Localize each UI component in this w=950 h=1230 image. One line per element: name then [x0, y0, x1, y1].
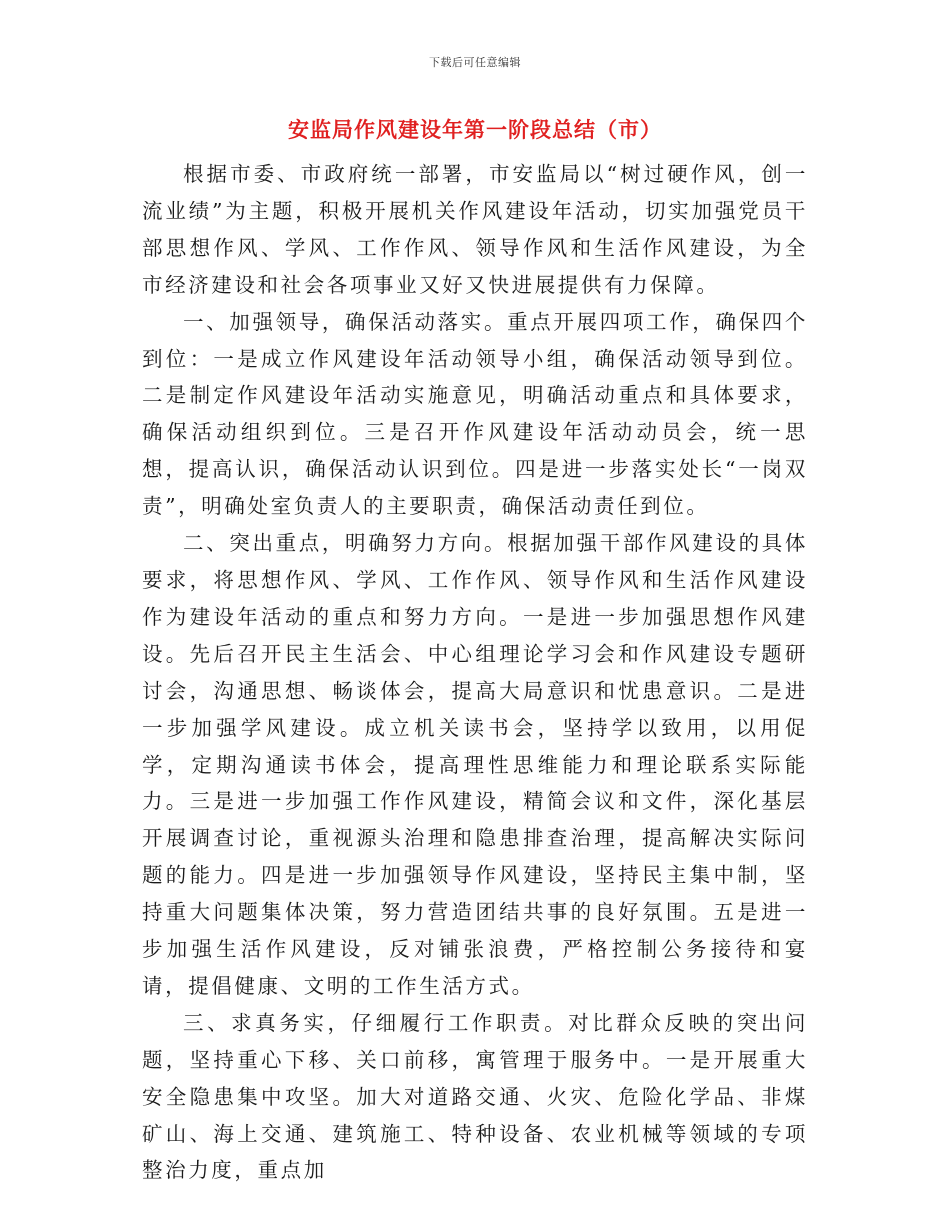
paragraph-section-2: 二、突出重点，明确努力方向。根据加强干部作风建设的具体要求，将思想作风、学风、工作作风、领导作风和生活作风建设作为建设年活动的重点和努力方向。一是进一步加强思想作风建设。先后召开民主生活会、中心组理论学习会和作风建设专题研讨会，沟通思想、畅谈体会，提高大局意识和忧患意识。二是进一步加强学风建设。成立机关读书会，坚持学以致用，以用促学，定期沟通读书体会，提高理性思维能力和理论联系实际能力。三是进一步加强工作作风建设，精简会议和文件，深化基层开展调查讨论，重视源头治理和隐患排查治理，提高解决实际问题的能力。四是进一步加强领导作风建设，坚持民主集中制，坚持重大问题集体决策，努力营造团结共事的良好氛围。五是进一步加强生活作风建设，反对铺张浪费，严格控制公务接待和宴请，提倡健康、文明的工作生活方式。: [142, 531, 808, 998]
document-body: [142, 156, 808, 1189]
paragraph-section-3: 三、求真务实，仔细履行工作职责。对比群众反映的突出问题，坚持重心下移、关口前移，寓管理于服务中。一是开展重大安全隐患集中攻坚。加大对道路交通、火灾、危险化学品、非煤矿山、海上交通、建筑施工、特种设备、农业机械等领域的专项整治力度，重点加: [142, 1010, 808, 1183]
paragraph-intro: 根据市委、市政府统一部署，市安监局以“树过硬作风，创一流业绩”为主题，积极开展机关作风建设年活动，切实加强党员干部思想作风、学风、工作作风、领导作风和生活作风建设，为全市经济建设和社会各项事业又好又快进展提供有力保障。: [142, 162, 808, 297]
document-title: 安监局作风建设年第一阶段总结（市）: [288, 117, 662, 142]
header-note: 下载后可任意编辑: [429, 56, 521, 69]
paragraph-section-1: 一、加强领导，确保活动落实。重点开展四项工作，确保四个到位：一是成立作风建设年活动领导小组，确保活动领导到位。二是制定作风建设年活动实施意见，明确活动重点和具体要求，确保活动组织到位。三是召开作风建设年活动动员会，统一思想，提高认识，确保活动认识到位。四是进一步落实处长“一岗双责”，明确处室负责人的主要职责，确保活动责任到位。: [142, 309, 808, 519]
